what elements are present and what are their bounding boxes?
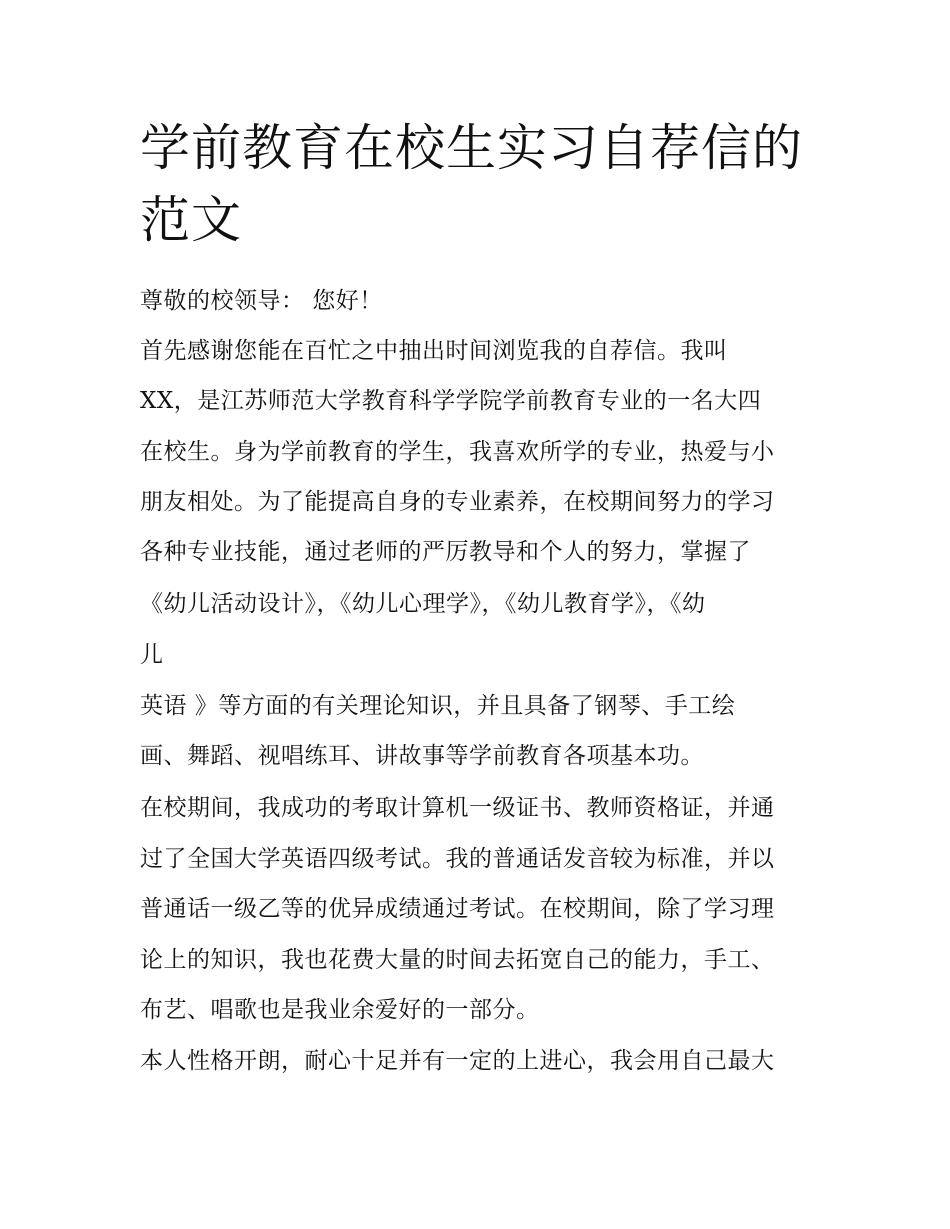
body-line: 在校期间，我成功的考取计算机一级证书、教师资格证，并通 — [140, 795, 775, 821]
title-line-1: 学前教育在校生实习自荐信的 — [140, 119, 803, 177]
body-line: 普通话一级乙等的优异成绩通过考试。在校期间，除了学习理 — [140, 896, 775, 922]
body-line: 《幼儿活动设计》，《幼儿心理学》，《幼儿教育学》，《幼 — [140, 591, 706, 617]
body-line: 论上的知识，我也花费大量的时间去拓宽自己的能力，手工、 — [140, 947, 775, 973]
body-line: 朋友相处。为了能提高自身的专业素养，在校期间努力的学习 — [140, 489, 775, 515]
body-line: XX，是江苏师范大学教育科学学院学前教育专业的一名大四 — [140, 388, 762, 414]
body-line: 各种专业技能，通过老师的严厉教导和个人的努力，掌握了 — [140, 539, 751, 565]
body-line: 英语 》等方面的有关理论知识，并且具备了钢琴、手工绘 — [140, 693, 736, 719]
salutation-line: 尊敬的校领导： 您好！ — [140, 288, 383, 314]
body-line: 儿 — [140, 642, 164, 668]
document-title — [140, 112, 840, 256]
body-line: 在校生。身为学前教育的学生，我喜欢所学的专业，热爱与小 — [140, 439, 775, 465]
body-line: 画、舞蹈、视唱练耳、讲故事等学前教育各项基本功。 — [140, 743, 704, 769]
body-line: 过了全国大学英语四级考试。我的普通话发音较为标准，并以 — [140, 846, 775, 872]
body-line: 本人性格开朗，耐心十足并有一定的上进心，我会用自己最大 — [140, 1048, 775, 1074]
title-line-2: 范文 — [140, 191, 242, 249]
body-line: 首先感谢您能在百忙之中抽出时间浏览我的自荐信。我叫 — [140, 338, 728, 364]
body-line: 布艺、唱歌也是我业余爱好的一部分。 — [140, 997, 540, 1023]
